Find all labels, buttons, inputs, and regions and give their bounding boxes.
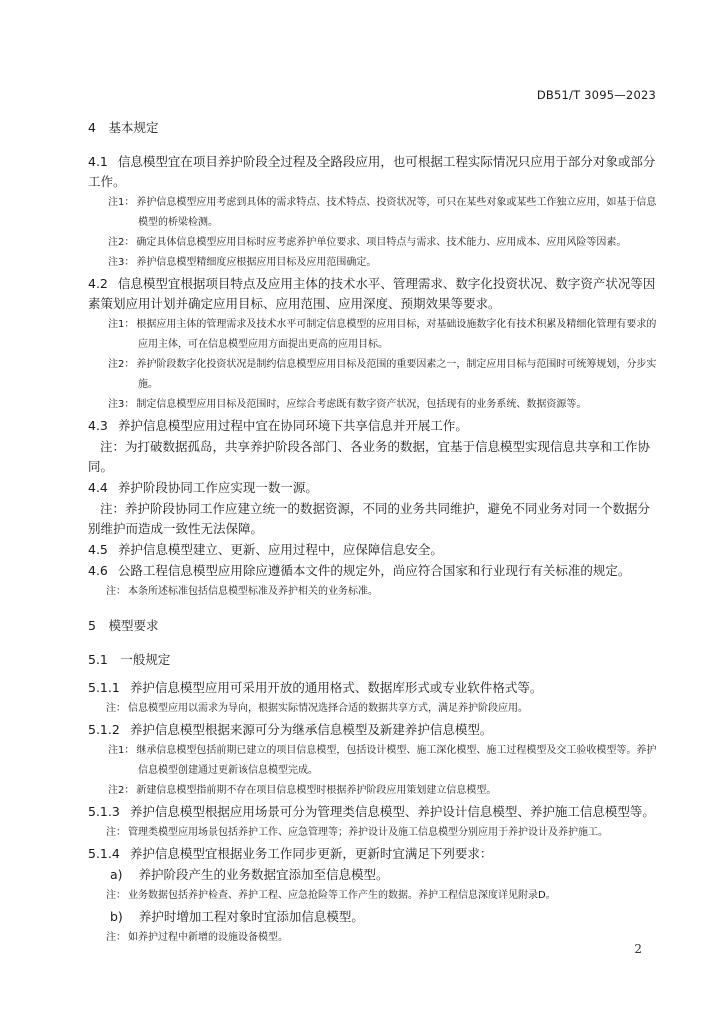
clause-paragraph: [88, 678, 662, 698]
clause-paragraph: [88, 152, 662, 192]
clause-number: 4.1: [88, 154, 108, 169]
clause-paragraph: [88, 540, 662, 560]
clause-number: 4.4: [88, 480, 108, 495]
clause-text: 养护阶段协同工作应实现一数一源。: [117, 480, 318, 495]
clause-text: 养护信息模型根据应用场景可分为管理类信息模型、养护设计信息模型、养护施工信息模型等。: [129, 804, 655, 819]
note-label: 注3：: [108, 257, 135, 268]
note-text: 业务数据包括养护检查、养护工程、应急抢险等工作产生的数据。养护工程信息深度详见附录D。: [128, 890, 556, 901]
note: [88, 886, 662, 906]
clause-paragraph: [88, 416, 662, 436]
note-label: 注1：: [108, 745, 135, 756]
note-text: 养护信息模型精细度应根据应用目标及应用范围确定。: [136, 257, 377, 268]
note-label: 注2：: [108, 237, 135, 248]
note: [88, 699, 662, 719]
clause-text: 养护信息模型应用过程中宜在协同环境下共享信息并开展工作。: [117, 418, 468, 433]
note: [88, 315, 662, 355]
note-label: 注：: [106, 586, 126, 597]
list-item: [88, 907, 662, 927]
clause-text: 养护信息模型建立、更新、应用过程中，应保障信息安全。: [117, 542, 443, 557]
clause-number: 4.6: [88, 563, 108, 578]
clause-number: 5.1.3: [88, 804, 120, 819]
note-text: 养护信息模型应用考虑到具体的需求特点、技术特点、投资状况等，可只在某些对象或某些工作独立应用，如基于信息模型的桥梁检测。: [136, 197, 657, 228]
clause-paragraph: [88, 478, 662, 498]
clause-number: 4.3: [88, 418, 108, 433]
clause-text: 养护信息模型应用可采用开放的通用格式、数据库形式或专业软件格式等。: [129, 680, 543, 695]
note-label: 注：: [106, 703, 126, 714]
page-number: 2: [634, 942, 642, 956]
note-label: 注3：: [108, 399, 135, 410]
note-label: 注2：: [108, 785, 135, 796]
note-label: 注1：: [108, 197, 135, 208]
note-label: 注：: [106, 827, 126, 838]
clause-number: 5.1.1: [88, 680, 120, 695]
clause-paragraph: [88, 274, 662, 314]
note: [88, 395, 662, 415]
note: [88, 741, 662, 781]
note-text: 管理类模型应用场景包括养护工作、应急管理等；养护设计及施工信息模型分别应用于养护设计及养护施工。: [128, 827, 608, 838]
note: [88, 781, 662, 801]
note-label: 注：: [106, 890, 126, 901]
note-text: 确定具体信息模型应用目标时应考虑养护单位要求、项目特点与需求、技术能力、应用成本、应用风险等因素。: [136, 237, 627, 248]
note: [88, 582, 662, 602]
note: [88, 928, 662, 948]
document-code-header: DB51/T 3095—2023: [536, 88, 656, 102]
clause-paragraph: [88, 802, 662, 822]
clause-paragraph: [88, 720, 662, 740]
list-item-text: 养护时增加工程对象时宜添加信息模型。: [138, 909, 364, 924]
subsection-heading: 5.1 一般规定: [88, 652, 171, 667]
note: [88, 193, 662, 233]
note-text: 制定信息模型应用目标及范围时，应综合考虑既有数字资产状况，包括现有的业务系统、数据资源等。: [136, 399, 587, 410]
note-text: 本条所述标准包括信息模型标准及养护相关的业务标准。: [128, 586, 378, 597]
note-label: 注1：: [108, 319, 135, 330]
clause-number: 4.5: [88, 542, 108, 557]
clause-paragraph: [88, 844, 662, 864]
note-text: 新建信息模型指前期不存在项目信息模型时根据养护阶段应用策划建立信息模型。: [136, 785, 497, 796]
list-item-text: 养护阶段产生的业务数据宜添加至信息模型。: [138, 867, 389, 882]
clause-text: 信息模型宜根据项目特点及应用主体的技术水平、管理需求、数字化投资状况、数字资产状况等因素策划应用计划并确定应用目标、应用范围、应用深度、预期效果等要求。: [88, 276, 656, 311]
note-text: 如养护过程中新增的设施设备模型。: [128, 932, 288, 943]
section-heading: 5 模型要求: [88, 618, 159, 633]
note-label: 注：: [106, 932, 126, 943]
clause-text: 公路工程信息模型应用除应遵循本文件的规定外，尚应符合国家和行业现行有关标准的规定。: [117, 563, 631, 578]
note: [88, 233, 662, 253]
clause-text: 养护信息模型宜根据业务工作同步更新，更新时宜满足下列要求：: [129, 846, 493, 861]
note-text: 信息模型应用以需求为导向，根据实际情况选择合适的数据共享方式，满足养护阶段应用。: [128, 703, 528, 714]
section-heading: 4 基本规定: [88, 120, 159, 135]
note-label: 注2：: [108, 359, 135, 370]
clause-paragraph: [88, 561, 662, 581]
list-item-label: a): [110, 867, 123, 882]
document-body: [88, 118, 662, 948]
note: [88, 823, 662, 843]
inline-note: 注：为打破数据孤岛，共享养护阶段各部门、各业务的数据，宜基于信息模型实现信息共享和工作协同。: [88, 439, 651, 474]
clause-number: 4.2: [88, 276, 108, 291]
note-text: 养护阶段数字化投资状况是制约信息模型应用目标及范围的重要因素之一，制定应用目标与范围时可统筹规划，分步实施。: [136, 359, 657, 390]
clause-text: 信息模型宜在项目养护阶段全过程及全路段应用，也可根据工程实际情况只应用于部分对象或部分工作。: [88, 154, 656, 189]
clause-number: 5.1.4: [88, 846, 120, 861]
note: [88, 355, 662, 395]
inline-note: 注：养护阶段协同工作应建立统一的数据资源，不同的业务共同维护，避免不同业务对同一个数据分别维护而造成一致性无法保障。: [88, 501, 651, 536]
list-item-label: b): [110, 909, 123, 924]
note-text: 根据应用主体的管理需求及技术水平可制定信息模型的应用目标，对基础设施数字化有技术积累及精细化管理有要求的应用主体，可在信息模型应用方面提出更高的应用目标。: [136, 319, 657, 350]
clause-text: 养护信息模型根据来源可分为继承信息模型及新建养护信息模型。: [129, 722, 493, 737]
note-text: 继承信息模型包括前期已建立的项目信息模型，包括设计模型、施工深化模型、施工过程模型及交工验收模型等。养护信息模型创建通过更新该信息模型完成。: [136, 745, 657, 776]
list-item: [88, 865, 662, 885]
clause-number: 5.1.2: [88, 722, 120, 737]
note: [88, 253, 662, 273]
